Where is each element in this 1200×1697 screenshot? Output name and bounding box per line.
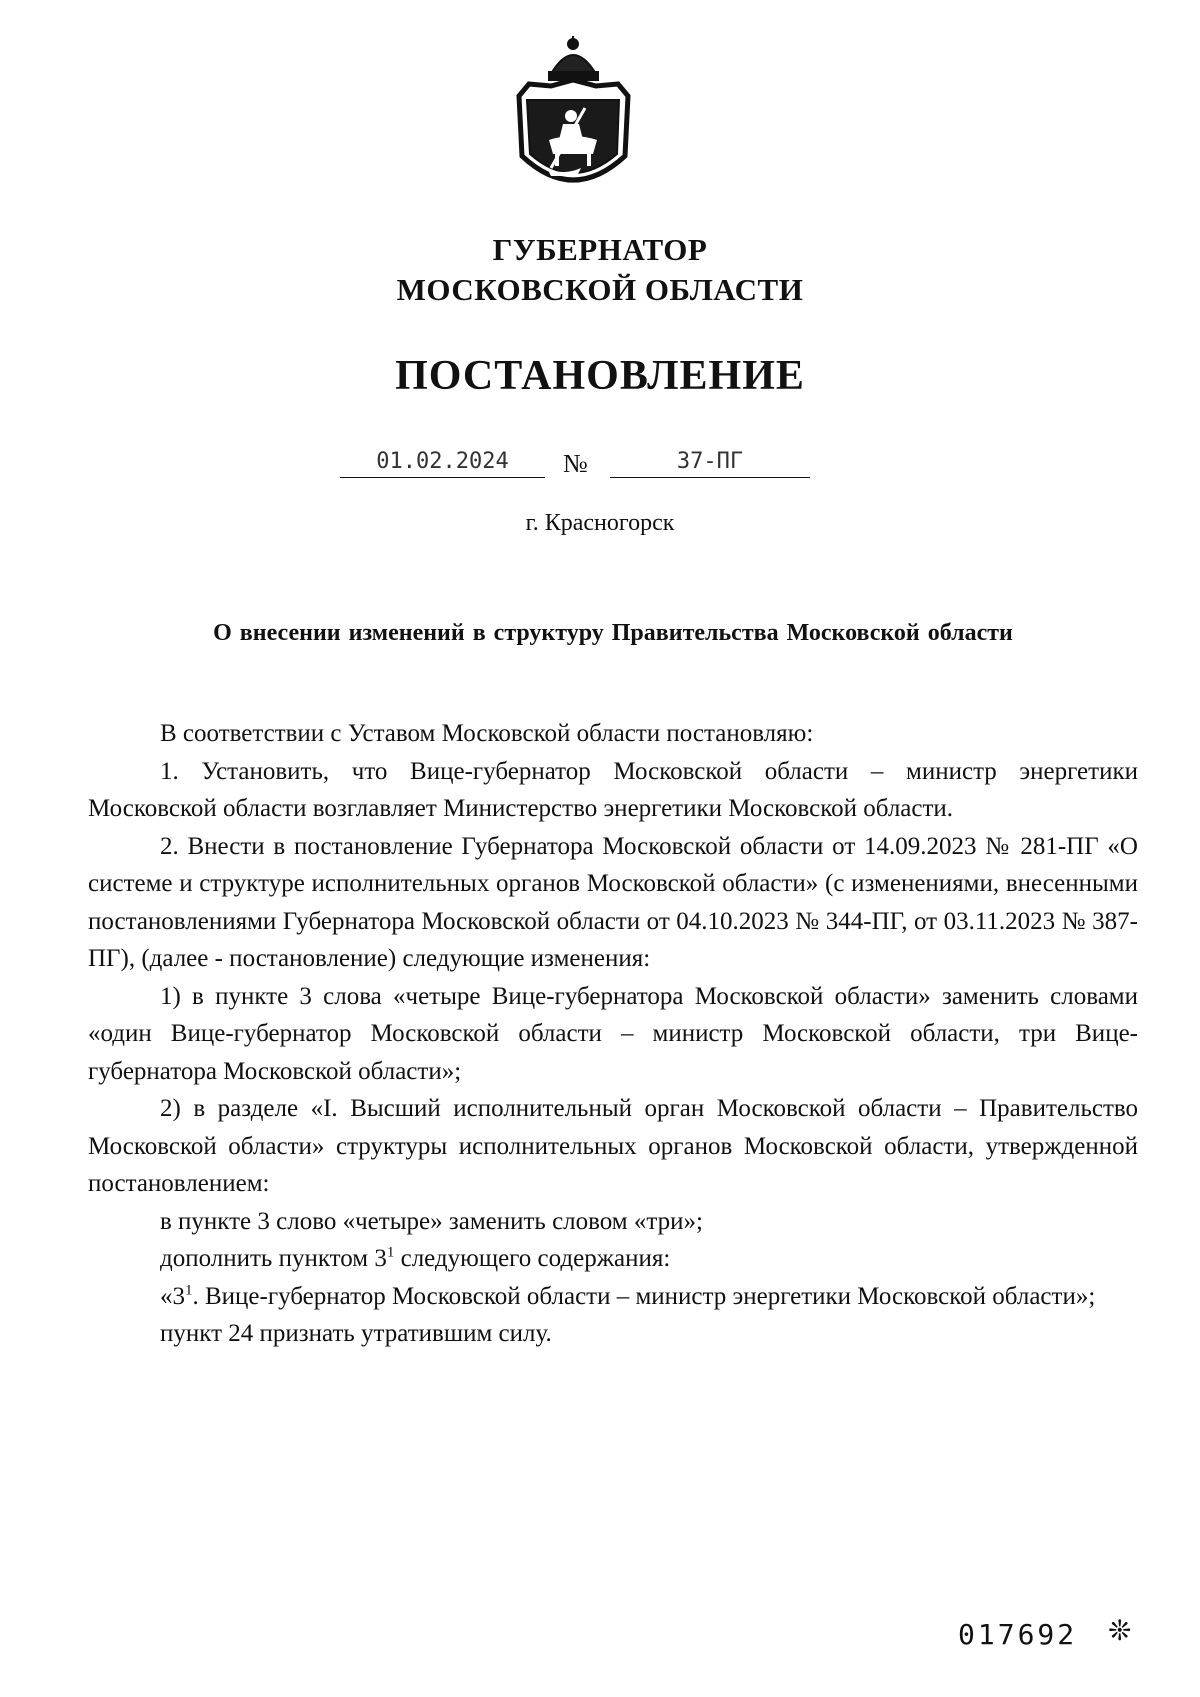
- new-point-text: [88, 1278, 1138, 1316]
- text-span: «3: [160, 1282, 185, 1310]
- superscript: 1: [386, 1244, 395, 1261]
- amendment-add-point: [88, 1240, 1138, 1278]
- intro-paragraph: В соответствии с Уставом Московской области постановляю:: [160, 720, 814, 747]
- coat-of-arms-emblem: [511, 36, 636, 204]
- text-span: следующего содержания:: [394, 1245, 671, 1272]
- repeal-point-24: пункт 24 признать утратившим силу.: [160, 1320, 552, 1347]
- crown-icon: [549, 36, 598, 80]
- document-body: [88, 715, 1138, 1353]
- issuer-title-line2: МОСКОВСКОЙ ОБЛАСТИ: [396, 272, 804, 307]
- issue-city: г. Красногорск: [525, 510, 675, 536]
- issuer-title-line1: ГУБЕРНАТОР: [492, 232, 708, 267]
- number-sign: №: [563, 449, 588, 478]
- text-span: дополнить пунктом 3: [160, 1245, 387, 1272]
- document-number: 37-ПГ: [610, 447, 810, 478]
- superscript: 1: [185, 1282, 193, 1299]
- paragraph-2-item-2: 2) в разделе «I. Высший исполнительный орган Московской области – Правительство Московской области» структуры исполнительных органов Московской области, утвержденной постановлением:: [88, 1095, 1138, 1197]
- document-type-title: ПОСТАНОВЛЕНИЕ: [395, 353, 805, 399]
- serial-number: 017692: [958, 1618, 1078, 1651]
- paragraph-1: 1. Установить, что Вице-губернатор Московской области – министр энергетики Московской области возглавляет Министерство энергетики Московской области.: [88, 757, 1138, 822]
- security-mark-icon: ❊: [1108, 1616, 1132, 1647]
- amendment-point-3: в пункте 3 слово «четыре» заменить словом «три»;: [160, 1207, 703, 1235]
- text-span: . Вице-губернатор Московской области – министр энергетики Московской области»;: [192, 1282, 1096, 1310]
- paragraph-2-item-1: 1) в пункте 3 слова «четыре Вице-губернатора Московской области» заменить словами «один Вице-губернатор Московской области – министр Московской области, три Вице-губернатора Московской области»;: [88, 982, 1138, 1085]
- paragraph-2: 2. Внести в постановление Губернатора Московской области от 14.09.2023 № 281-ПГ «О системе и структуре исполнительных органов Московской области» (с изменениями, внесенными постановлениями Губернатора Московской области от 04.10.2023 № 344-ПГ, от 03.11.2023 № 387-ПГ), (далее - постановление) следующие изменения:: [88, 832, 1138, 972]
- document-subject: О внесении изменений в структуру Правительства Московской области: [213, 620, 1013, 646]
- document-date: 01.02.2024: [340, 447, 545, 478]
